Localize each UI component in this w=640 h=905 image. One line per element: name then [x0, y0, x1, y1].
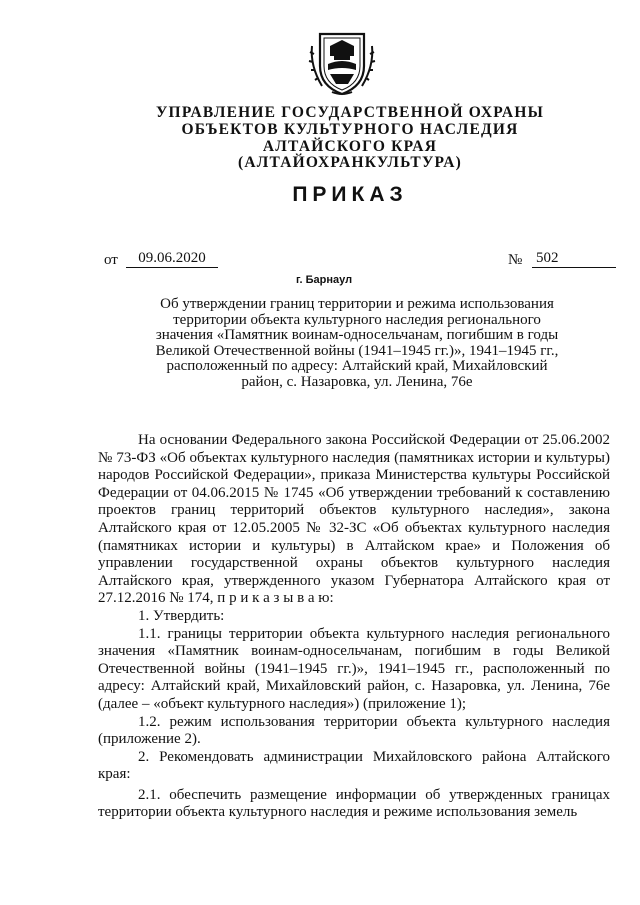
number-prefix: № — [508, 252, 523, 268]
document-body — [98, 432, 610, 822]
agency-name-line-2: ОБЪЕКТОВ КУЛЬТУРНОГО НАСЛЕДИЯ — [181, 121, 519, 138]
preamble-paragraph: На основании Федерального закона Российской Федерации от 25.06.2002 № 73-ФЗ «Об объектах культурного наследия (памятниках истории и культуры) народов Российской Федерации», приказа Министерства культуры Российской Федерации от 04.06.2015 № 1745 «Об утверждении требований к составлению проектов границ территорий объектов культурного наследия», закона Алтайского края от 12.05.2005 № 32-ЗС «Об объектах культурного наследия (памятниках истории и культуры) в Алтайском крае» и Положения об управлении государственной охраны объектов культурного наследия Алтайского края, утвержденного указом Губернатора Алтайского края от 27.12.2016 № 174, п р и к а з ы в а ю: — [98, 432, 610, 607]
document-subject: Об утверждении границ территории и режима использования территории объекта культурного наследия регионального значения «Памятник воинам-односельчанам, погибшим в годы Великой Отечественной войны (1941–1945 гг.)», 1941–1945 гг., расположенный по адресу: Алтайский край, Михайловский район, с. Назаровка, ул. Ленина, 76е — [155, 296, 559, 390]
date-prefix: от — [104, 252, 118, 268]
agency-name-line-1: УПРАВЛЕНИЕ ГОСУДАРСТВЕННОЙ ОХРАНЫ — [155, 104, 544, 121]
agency-name-line-3: АЛТАЙСКОГО КРАЯ — [262, 138, 438, 155]
item-2-1: 2.1. обеспечить размещение информации об утвержденных границах территории объекта культурного наследия и режиме использования земель — [98, 786, 610, 821]
document-date: 09.06.2020 — [126, 250, 218, 268]
item-1: 1. Утвердить: — [138, 607, 225, 624]
document-number: 502 — [532, 250, 616, 268]
item-2: 2. Рекомендовать администрации Михайловского района Алтайского края: — [98, 748, 610, 783]
item-1-1: 1.1. границы территории объекта культурного наследия регионального значения «Памятник воинам-односельчанам, погибшим в годы Великой Отечественной войны (1941–1945 гг.)», 1941–1945 гг., расположенный по адресу: Алтайский край, Михайловский район, с. Назаровка, ул. Ленина, 76е (далее – «объект культурного наследия») (приложение 1); — [98, 625, 610, 712]
coat-of-arms-emblem — [308, 26, 376, 96]
document-type-title: ПРИКАЗ — [292, 183, 408, 206]
agency-short-name: (АЛТАЙОХРАНКУЛЬТУРА) — [238, 154, 462, 171]
city-label: г. Барнаул — [296, 274, 353, 286]
item-1-2: 1.2. режим использования территории объекта культурного наследия (приложение 2). — [98, 713, 610, 748]
